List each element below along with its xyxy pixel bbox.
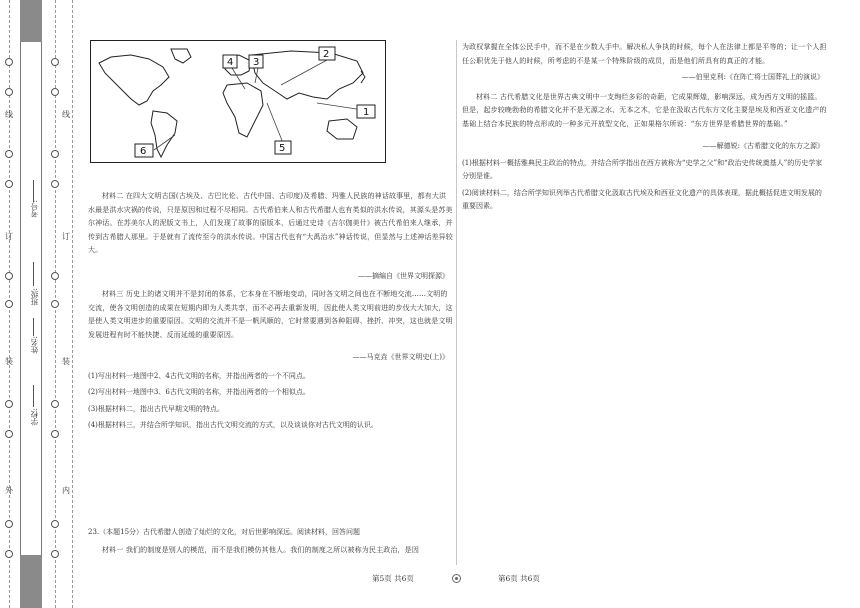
greenland-outline [171,49,191,63]
binding-hole [51,520,59,528]
material-2-text: 材料二 在四大文明古国(古埃及、古巴比伦、古代中国、古印度)及希腊、玛雅人民族的神话故事里，都有大洪水最是洪水灾祸的传说，只是原因和过程不尽相同。古代希伯来人和古代希腊人也有类似的洪水传说，其源头是苏美尔神话。在苏美尔人的泥版文书上，人们发现了故事的原版本，后通过史诗《吉尔伽美什》被古代希伯来人继承，并传到古希腊人那里。于是就有了流传至今的洪水传说。中国古代也有“大禹治水”神话传说，但显然与上述神话差异较大。 [88,192,453,254]
africa-outline [223,83,263,137]
map-label-6: 6 [140,146,147,157]
left-column [88,190,453,433]
material-1-source: ——伯里克利:《在阵亡将士国葬礼上的演说》 [681,73,824,81]
question-23-material-1: 材料一 我们的制度是别人的模范，而不是我们模仿其他人。我们的制度之所以被称为民主政治，是因 [102,545,419,554]
binding-hole [5,272,13,280]
south-america-outline [151,111,177,157]
inner-mark-nei: 内 [62,486,70,495]
school-line [33,385,34,407]
binding-hole [51,88,59,96]
binding-hole [5,520,13,528]
question-23-2: (2)阅读材料二，结合所学知识列举古代希腊文化汲取古代埃及和西亚文化遗产的具体表现，据此概括促进文明发展的重要因素。 [462,188,822,210]
binding-hole [5,400,13,408]
center-binding-mark-icon [452,574,461,583]
margin-gray-block-bottom [20,555,42,608]
margin-gray-block-top [20,0,42,42]
inner-mark-xian: 线 [62,110,70,119]
map-label-1: 1 [363,107,370,118]
map-label-4: 4 [227,57,234,68]
outer-mark-zhuang: 装 [5,357,13,366]
map-label-box-5 [275,141,291,154]
world-map-figure [90,40,386,163]
binding-hole [51,180,59,188]
map-label-box-3 [249,55,263,68]
binding-hole [5,180,13,188]
page-number-left: 第5页 共6页 [372,574,414,583]
school-label: 学校: [30,408,39,426]
binding-hole [51,272,59,280]
class-label: 班级: [30,288,39,306]
world-map [91,41,384,161]
map-label-3: 3 [253,57,260,68]
material-3-text: 材料三 历史上的诸文明并不是封闭的体系，它本身在不断地变动，同时各文明之间也在不断地交流……文明的交流，使各文明创造的成果在短期内即为人类共享，而不必再去重新发明，因此使人类文明前进的步伐大大加大，这是使人类文明进步的重要原因。文明的交流并不是一帆风顺的，它时常要遇到各种阻碍、挫折、冲突，这也就是文明发展进程有时不能快捷、反而延缓的重要原因。 [88,290,453,339]
column-divider [456,40,457,565]
q23-material-2-text: 材料二 古代希腊文化是世界古典文明中一支绚烂多彩的奇葩，它成果辉煌，影响深远，成为西方文明的摇篮。但是，起步较晚勃勃的希腊文化并不是无源之水、无本之木，它是在汲取古代东方文化主要是埃及和西亚文化遗产的基础上结合本民族的特点形成的一种多元开放型文化，正如果格尔所说：“东方世界是希腊世界的基础。” [462,92,827,128]
name-label: 姓名: [30,336,39,354]
material-1-continuation: 为政权掌握在全体公民手中，而不是在少数人手中。解决私人争执的时候，每个人在法律上都是平等的；让一个人担任公职优先于他人的时候，所考虑的不是某一个特殊阶级的成员，而是他们所具有的真正的才能。 [462,43,827,65]
binding-hole [51,150,59,158]
binding-hole [5,550,13,558]
map-label-box-4 [223,55,237,68]
question-22-1: (1)写出材料一地图中2、4古代文明的名称，并指出两者的一个不同点。 [88,371,310,380]
binding-margin [0,0,76,608]
inner-mark-zhuang: 装 [62,357,70,366]
binding-hole [51,58,59,66]
binding-hole [5,58,13,66]
outer-mark-xian: 线 [5,110,13,119]
question-22-3: (3)根据材料二，指出古代早期文明的特点。 [88,404,224,413]
map-label-5: 5 [279,143,286,154]
australia-outline [327,119,357,139]
question-23-block [88,526,453,557]
inner-mark-ding: 订 [62,232,70,241]
map-label-box-6 [135,144,153,157]
binding-hole [5,150,13,158]
question-22-4: (4)根据材料三，并结合所学知识，指出古代文明交流的方式，以及谈谈你对古代文明的认识。 [88,421,378,429]
question-22-2: (2)写出材料一地图中3、6古代文明的名称，并指出两者的一个相似点。 [88,388,310,396]
binding-hole [51,430,59,438]
map-label-box-2 [319,47,335,60]
outer-mark-wai: 外 [5,486,13,495]
material-2-source: ——摘编自《世界文明探源》 [358,271,449,280]
binding-hole [5,430,13,438]
class-line [33,262,34,286]
material-3-source: ——马克垚《世界文明史(上)》 [352,353,449,361]
binding-hole [51,550,59,558]
exam-number-line [33,180,34,202]
question-23-1: (1)根据材料一概括雅典民主政治的特点，并结合所学指出在西方被称为“史学之父”和“政治史传统奠基人”的历史学家分别是谁。 [462,158,823,180]
map-label-2: 2 [323,49,330,60]
binding-hole [51,300,59,308]
question-23-heading: 23.（本题15分）古代希腊人创造了灿烂的文化，对后世影响深远。阅读材料，回答问题 [88,528,361,536]
binding-hole [5,300,13,308]
right-column [462,41,828,214]
map-label-box-1 [357,105,375,118]
q23-material-2-source: ——解德锐:《古希腊文化的东方之源》 [702,142,824,150]
name-line [33,318,34,336]
page-number-right: 第6页 共6页 [498,574,540,583]
binding-hole [5,88,13,96]
asia-outline [251,51,363,99]
binding-hole [51,400,59,408]
outer-mark-ding: 订 [5,232,13,241]
north-america-outline [99,55,169,105]
exam-number-label: 考号: [30,200,39,218]
inner-cut-line-2 [72,0,73,608]
